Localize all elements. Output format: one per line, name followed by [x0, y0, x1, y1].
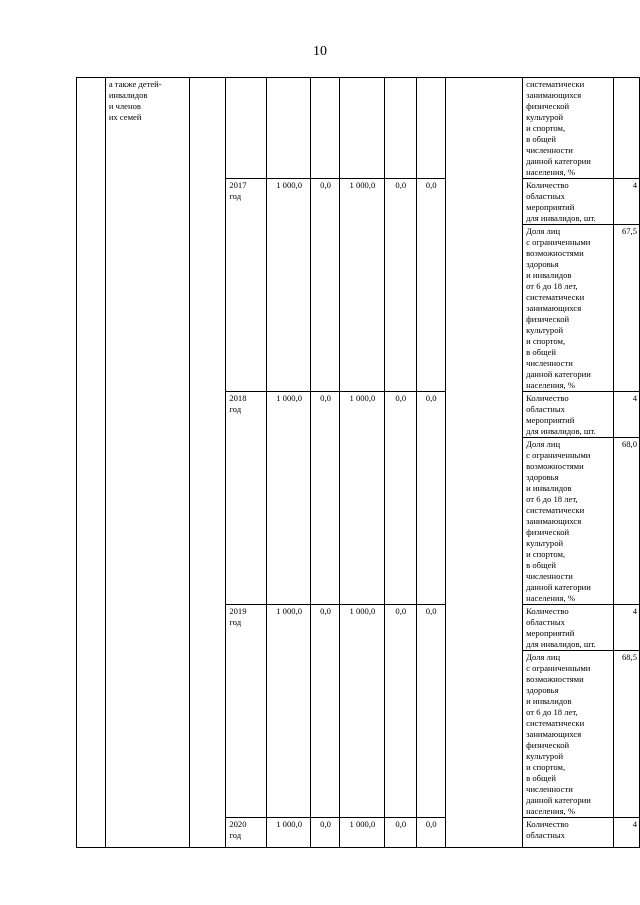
amount-cell: 0,0	[416, 392, 445, 605]
amount-total: 1 000,0	[267, 818, 311, 848]
year-cell: 2017 год	[226, 179, 267, 392]
empty-cell	[311, 78, 340, 179]
indicator-name: Доля лиц с ограниченными возможностями здоровья и инвалидов от 6 до 18 лет, систематически занимающихся физической культурой и спортом, в общей численности данной категории населения, %	[523, 225, 614, 392]
empty-cell	[445, 78, 523, 848]
amount-cell: 0,0	[311, 179, 340, 392]
amount-cell: 1 000,0	[339, 818, 384, 848]
category-cell: а также детей- инвалидов и членов их семей	[105, 78, 189, 848]
indicator-value: 4	[613, 179, 639, 225]
amount-cell: 0,0	[384, 392, 416, 605]
indicator-value: 67,5	[613, 225, 639, 392]
year-cell: 2018 год	[226, 392, 267, 605]
table-row	[77, 78, 640, 179]
amount-cell: 1 000,0	[339, 392, 384, 605]
page-number: 10	[313, 44, 327, 59]
indicator-name: Количество областных мероприятий для инвалидов, шт.	[523, 392, 614, 438]
indicator-name: Количество областных мероприятий для инвалидов, шт.	[523, 605, 614, 651]
indicator-value: 4	[613, 392, 639, 438]
indicator-name: Доля лиц с ограниченными возможностями здоровья и инвалидов от 6 до 18 лет, систематически занимающихся физической культурой и спортом, в общей численности данной категории населения, %	[523, 438, 614, 605]
empty-cell	[613, 78, 639, 179]
amount-cell: 0,0	[384, 818, 416, 848]
empty-cell	[416, 78, 445, 179]
amount-total: 1 000,0	[267, 392, 311, 605]
year-cell: 2019 год	[226, 605, 267, 818]
amount-cell: 0,0	[416, 179, 445, 392]
amount-cell: 0,0	[384, 605, 416, 818]
amount-cell: 1 000,0	[339, 179, 384, 392]
amount-cell: 0,0	[311, 392, 340, 605]
amount-total: 1 000,0	[267, 605, 311, 818]
indicator-value: 4	[613, 605, 639, 651]
indicator-name: Количество областных	[523, 818, 614, 848]
indicator-name: Доля лиц с ограниченными возможностями здоровья и инвалидов от 6 до 18 лет, систематически занимающихся физической культурой и спортом, в общей численности данной категории населения, %	[523, 651, 614, 818]
empty-cell	[384, 78, 416, 179]
empty-cell	[226, 78, 267, 179]
amount-cell: 0,0	[384, 179, 416, 392]
amount-cell: 0,0	[311, 818, 340, 848]
indicator-value: 68,5	[613, 651, 639, 818]
indicator-name: Количество областных мероприятий для инвалидов, шт.	[523, 179, 614, 225]
empty-cell	[339, 78, 384, 179]
year-cell: 2020 год	[226, 818, 267, 848]
amount-cell: 1 000,0	[339, 605, 384, 818]
amount-cell: 0,0	[416, 605, 445, 818]
amount-total: 1 000,0	[267, 179, 311, 392]
empty-cell	[189, 78, 226, 848]
empty-cell	[77, 78, 106, 848]
amount-cell: 0,0	[416, 818, 445, 848]
indicator-value: 4	[613, 818, 639, 848]
program-table	[76, 77, 640, 848]
indicator-value: 68,0	[613, 438, 639, 605]
indicator-name: систематически занимающихся физической культурой и спортом, в общей численности данной категории населения, %	[523, 78, 614, 179]
empty-cell	[267, 78, 311, 179]
amount-cell: 0,0	[311, 605, 340, 818]
